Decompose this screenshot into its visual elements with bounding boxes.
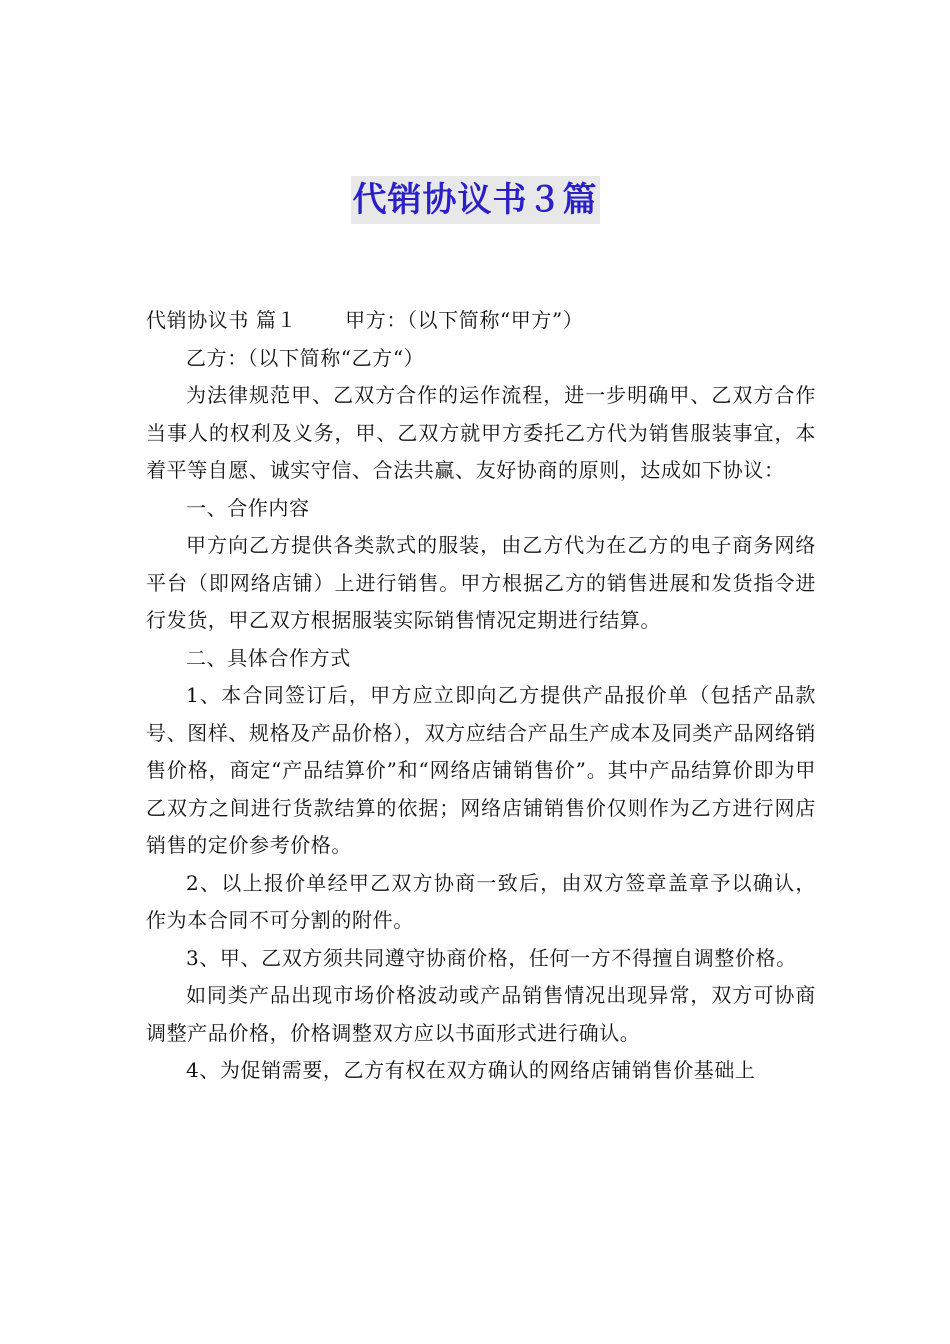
preamble-paragraph: 为法律规范甲、乙双方合作的运作流程，进一步明确甲、乙双方合作当事人的权利及义务，甲、乙双方就甲方委托乙方代为销售服装事宜，本着平等自愿、诚实守信、合法共赢、友好协商的原则，达成如下协议： bbox=[146, 383, 816, 482]
clause-3: 3、甲、乙双方须共同遵守协商价格，任何一方不得擅自调整价格。 bbox=[186, 945, 797, 970]
section-heading-cooperation-method: 二、具体合作方式 bbox=[186, 645, 351, 670]
party-a-line: 甲方：（以下简称“甲方”） bbox=[345, 308, 584, 332]
title-container bbox=[0, 176, 950, 224]
clause-1: 1、本合同签订后，甲方应立即向乙方提供产品报价单（包括产品款号、图样、规格及产品价格），双方应结合产品生产成本及同类产品网络销售价格，商定“产品结算价”和“网络店铺销售价”。其中产品结算价即为甲乙双方之间进行货款结算的依据；网络店铺销售价仅则作为乙方进行网店销售的定价参考价格。 bbox=[146, 683, 816, 857]
intro-line bbox=[146, 302, 816, 340]
clause-2: 2、以上报价单经甲乙双方协商一致后，由双方签章盖章予以确认，作为本合同不可分割的附件。 bbox=[146, 870, 816, 932]
clause-4: 4、为促销需要，乙方有权在双方确认的网络店铺销售价基础上 bbox=[186, 1058, 756, 1082]
part-label: 代销协议书 篇１ bbox=[146, 308, 298, 332]
section-heading-cooperation-content: 一、合作内容 bbox=[186, 495, 310, 520]
document-title: 代销协议书３篇 bbox=[351, 176, 600, 224]
document-body bbox=[146, 302, 816, 1090]
price-adjustment-paragraph: 如同类产品出现市场价格波动或产品销售情况出现异常，双方可协商调整产品价格，价格调整双方应以书面形式进行确认。 bbox=[146, 983, 816, 1045]
cooperation-content-paragraph: 甲方向乙方提供各类款式的服装，由乙方代为在乙方的电子商务网络平台（即网络店铺）上进行销售。甲方根据乙方的销售进展和发货指令进行发货，甲乙双方根据服装实际销售情况定期进行结算。 bbox=[146, 533, 816, 632]
party-b-line: 乙方：（以下简称“乙方“） bbox=[186, 345, 425, 370]
